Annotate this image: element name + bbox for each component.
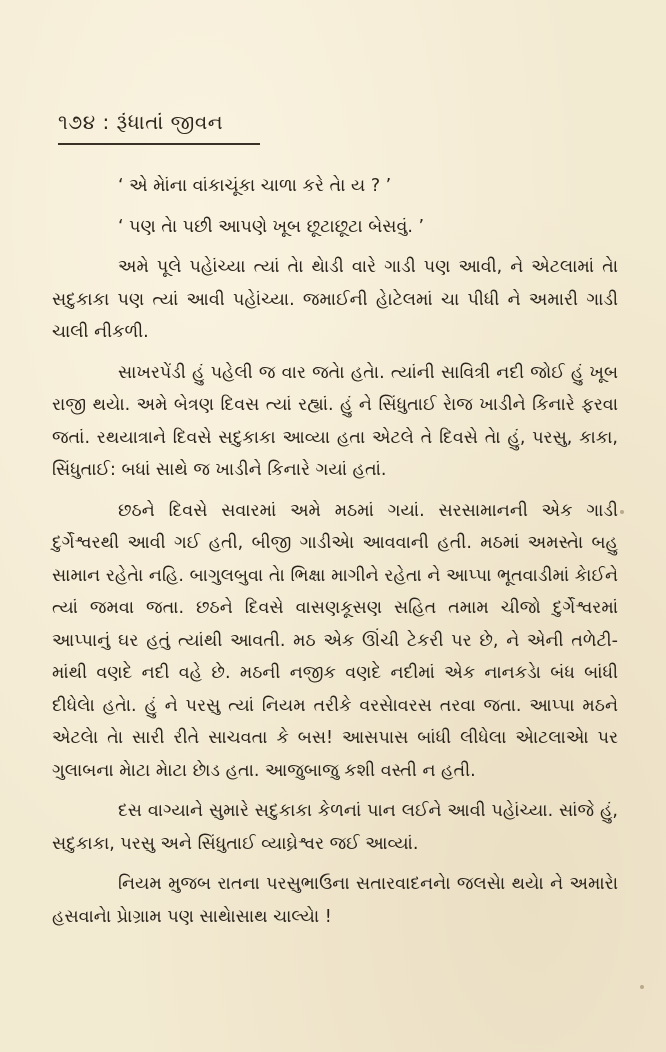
header-underline — [58, 143, 260, 145]
paper-speck — [620, 510, 624, 514]
paper-speck — [640, 985, 644, 989]
paragraph-night: નિયમ મુજબ રાતના પરસુભાઉના સતારવાદનનેા જલસેા થયેા ને અમારેા હસવાનેા પ્રેાગ્રામ પણ સાથેાસાથ ચાલ્યેા ! — [52, 874, 618, 927]
page-body — [52, 170, 618, 941]
dialogue-line-2: ‘ પણ તેા પછી આપણે ખૂબ છૂટાછૂટા બેસવું. ’ — [118, 216, 425, 237]
paragraph-evening: દસ વાગ્યાને સુમારે સદુકાકા કેળનાં પાન લઈને આવી પહેાંચ્યા. સાંજે હું, સદુકાકા, પરસુ અને સિંધુતાઈ વ્યાઘ્રેશ્વર જઈ આવ્યાં. — [52, 801, 618, 854]
paragraph-sakharpendi: સાખરપેંડી હું પહેલી જ વાર જતેા હતેા. ત્યાંની સાવિત્રી નદી જોઈ હું ખૂબ રાજી થયેા. અમે બેત્રણ દિવસ ત્યાં રહ્યાં. હું ને સિંધુતાઈ રેાજ ખાડીને કિનારે ફરવા જતાં. રથયાત્રાને દિવસે સદુકાકા આવ્યા હતા એટલે તે દિવસે તેા હું, પરસુ, કાકા, સિંધુતાઈ: બધાં સાથે જ ખાડીને કિનારે ગયાં હતાં. — [52, 362, 618, 480]
running-header: ૧૭૪ : રૂંધાતાં જીવન — [58, 110, 224, 134]
dialogue-line-1: ‘ એ મેાંના વાંકાચૂંકા ચાળા કરે તેા ય ? ’ — [118, 176, 392, 196]
paragraph-arrival: અમે પૂલે પહેાંચ્યા ત્યાં તેા થેાડી વારે ગાડી પણ આવી, ને એટલામાં તેા સદુકાકા પણ ત્યાં આવી પહેાંચ્યા. જમાઈની હેાટેલમાં ચા પીધી ને અમારી ગાડી ચાલી નીકળી. — [52, 257, 618, 342]
paragraph-math: છઠને દિવસે સવારમાં અમે મઠમાં ગયાં. સરસામાનની એક ગાડી દુર્ગેશ્વરથી આવી ગઈ હતી, બીજી ગાડીએા આવવાની હતી. મઠમાં અમસ્તેા બહુ સામાન રહેતેા નહિ. બાગુલબુવા તેા ભિક્ષા માગીને રહેતા ને આપ્પા ભૂતવાડીમાં કેાઈને ત્યાં જમવા જતા. છઠને દિવસે વાસણકૂસણ સહિત તમામ ચીજો દુર્ગેશ્વરમાં આપ્પાનું ઘર હતું ત્યાંથી આવતી. મઠ એક ઊંચી ટેકરી પર છે, ને એની તળેટી-માંથી વણદે નદી વહે છે. મઠની નજીક વણદે નદીમાં એક નાનકડેા બંધ બાંધી દીધેલેા હતેા. હું ને પરસુ ત્યાં નિયમ તરીકે વરસેાવરસ તરવા જતા. આપ્પા મઠને એટલેા તેા સારી રીતે સાચવતા કે બસ! આસપાસ બાંધી લીધેલા એાટલાએા પર ગુલાબના મેાટા મેાટા છેાડ હતા. આજુબાજુ કશી વસ્તી ન હતી. — [52, 500, 618, 781]
